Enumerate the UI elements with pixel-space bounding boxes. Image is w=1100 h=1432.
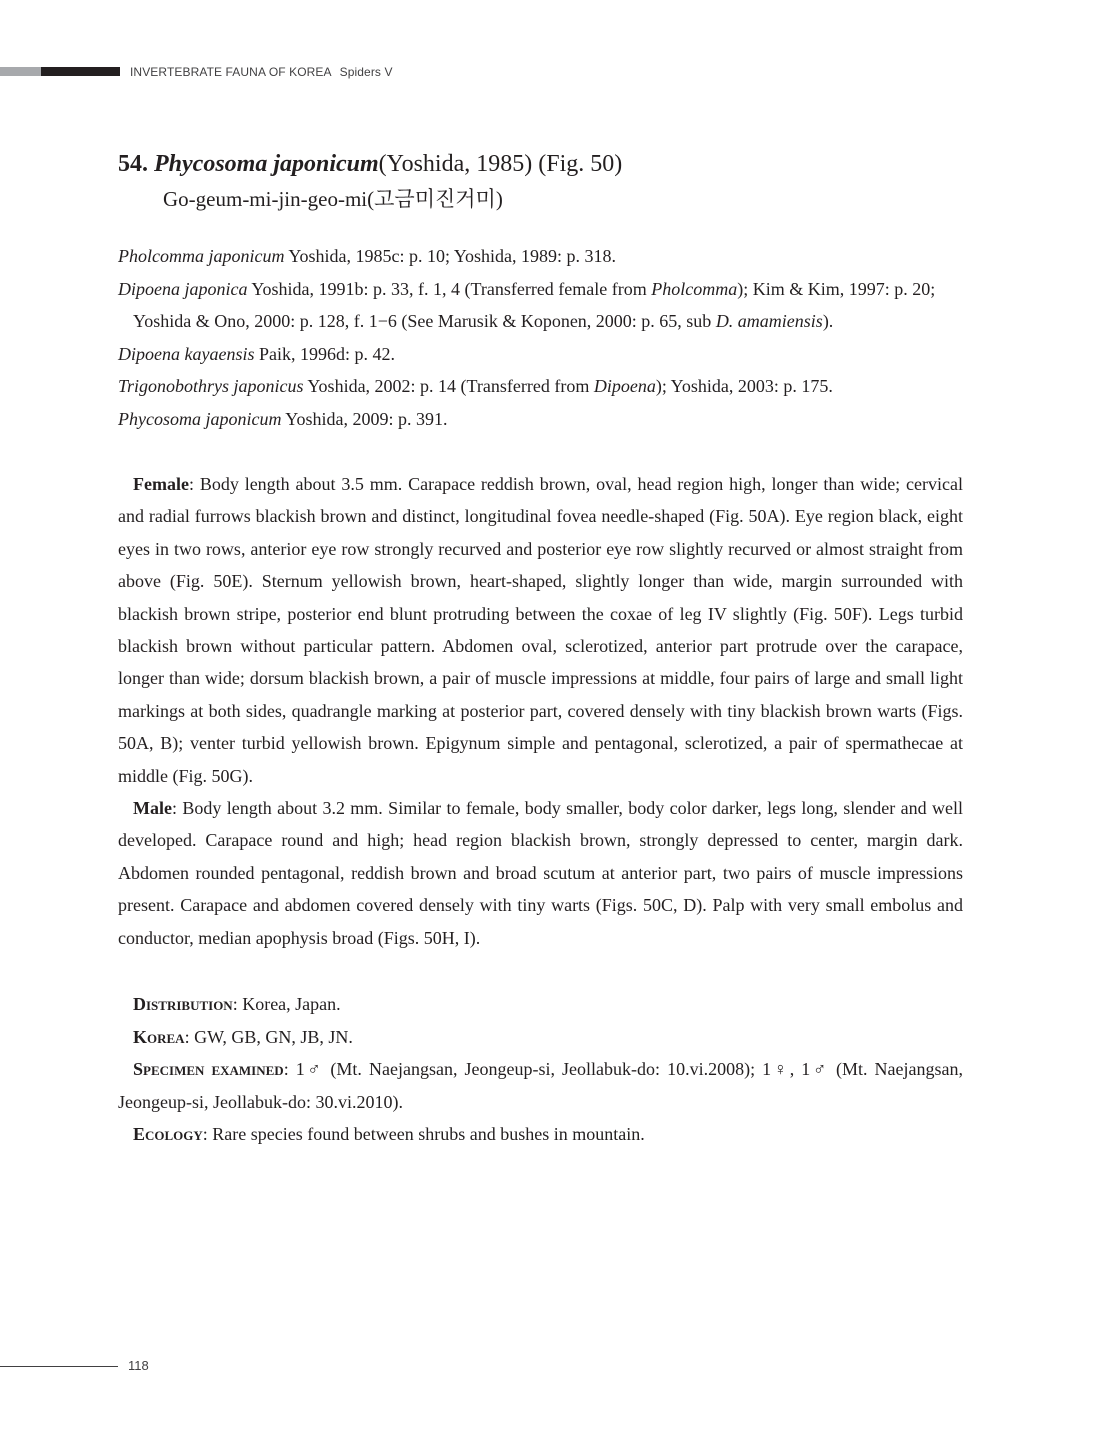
ecology-text: : Rare species found between shrubs and bushes in mountain.	[202, 1124, 645, 1144]
synonym-entry	[118, 338, 963, 371]
synonym-genus: Pholcomma	[651, 278, 738, 299]
synonym-citation: Paik, 1996d: p. 42.	[254, 343, 395, 364]
korea-provinces	[118, 1021, 963, 1054]
korea-label: Korea	[133, 1026, 185, 1047]
common-name: Go-geum-mi-jin-geo-mi	[163, 187, 368, 211]
synonym-entry	[118, 370, 963, 403]
synonymy-list	[118, 240, 963, 435]
synonym-citation: ); Yoshida, 2003: p. 175.	[655, 376, 833, 396]
synonym-citation: Yoshida, 1991b: p. 33, f. 1, 4 (Transferred female from	[247, 278, 652, 299]
korean-name: (고금미진거미)	[367, 187, 503, 211]
synonym-genus: Dipoena	[593, 376, 656, 396]
synonym-entry	[118, 273, 963, 338]
synonym-name: Dipoena japonica	[118, 278, 248, 299]
female-text: : Body length about 3.5 mm. Carapace reddish brown, oval, head region high, longer than wide; cervical and radial furrows blackish brown and distinct, longitudinal fovea needle-shaped (Fig. 50A). Eye region black, eight eyes in two rows, anterior eye row strongly recurved and posterior eye row slightly recurved or almost straight from above (Fig. 50E). Sternum yellowish brown, heart-shaped, slightly longer than wide, margin surrounded with blackish brown stripe, posterior end blunt protruding between the coxae of leg IV slightly (Fig. 50F). Legs turbid blackish brown without particular pattern. Abdomen oval, sclerotized, anterior part protrude over the carapace, longer than wide; dorsum blackish brown, a pair of muscle impressions at middle, four pairs of large and small light markings at both sides, quadrangle marking at posterior part, covered densely with tiny blackish brown warts (Figs. 50A, B); venter turbid yellowish brown. Epigynum simple and pentagonal, sclerotized, a pair of spermathecae at middle (Fig. 50G).	[118, 474, 963, 786]
synonym-citation: ).	[822, 311, 834, 331]
species-heading	[118, 151, 622, 178]
distribution-label: Distribution	[133, 994, 233, 1014]
common-name-line	[163, 183, 503, 213]
scientific-name: Phycosoma japonicum	[154, 151, 379, 177]
korea-text: : GW, GB, GN, JB, JN.	[184, 1026, 353, 1047]
header-bar-grey	[0, 67, 41, 76]
synonym-name: Pholcomma japonicum	[118, 246, 285, 266]
synonym-citation: Yoshida, 2009: p. 391.	[281, 408, 448, 429]
distribution	[118, 988, 963, 1021]
authority: (Yoshida, 1985)	[378, 151, 533, 177]
specimen-text: : 1♂ (Mt. Naejangsan, Jeongeup-si, Jeollabuk-do: 10.vi.2008); 1♀, 1♂ (Mt. Naejangsan, Jeongeup-si, Jeollabuk-do: 30.vi.2010).	[118, 1059, 963, 1112]
ecology-label: Ecology	[133, 1124, 203, 1144]
synonym-name: D. amamiensis	[715, 311, 823, 331]
description	[118, 468, 963, 954]
distribution-text: : Korea, Japan.	[232, 994, 341, 1014]
header-bar-black	[41, 67, 120, 76]
volume-title: Spiders V	[339, 65, 393, 79]
running-header	[130, 65, 393, 79]
synonym-citation: Yoshida, 2002: p. 14 (Transferred from	[303, 376, 594, 396]
species-number: 54.	[118, 151, 148, 177]
synonym-name: Phycosoma japonicum	[118, 408, 282, 429]
male-description	[118, 792, 963, 954]
female-label: Female	[133, 474, 189, 494]
records-section	[118, 988, 963, 1151]
figure-reference: (Fig. 50)	[538, 151, 623, 177]
female-description	[118, 468, 963, 792]
specimen-label: Specimen examined	[133, 1059, 284, 1079]
ecology	[118, 1118, 963, 1151]
synonym-name: Trigonobothrys japonicus	[118, 376, 304, 396]
page-number: 118	[128, 1358, 149, 1373]
specimens-examined	[118, 1053, 963, 1118]
synonym-citation: ); Kim & Kim, 1997: p. 20; Yoshida & Ono, 2000: p. 128, f. 1−6 (See Marusik & Koponen, 2000: p. 65, sub	[133, 278, 936, 331]
footer-rule	[0, 1366, 118, 1367]
synonym-citation: Yoshida, 1985c: p. 10; Yoshida, 1989: p. 318.	[284, 246, 617, 266]
male-label: Male	[133, 798, 172, 819]
male-text: : Body length about 3.2 mm. Similar to female, body smaller, body color darker, legs long, slender and well developed. Carapace round and high; head region blackish brown, strongly depressed to center, margin dark. Abdomen rounded pentagonal, reddish brown and broad scutum at anterior part, two pairs of muscle impressions present. Carapace and abdomen covered densely with tiny warts (Figs. 50C, D). Palp with very small embolus and conductor, median apophysis broad (Figs. 50H, I).	[118, 798, 963, 948]
synonym-name: Dipoena kayaensis	[118, 343, 255, 364]
series-title: INVERTEBRATE FAUNA OF KOREA	[130, 65, 332, 79]
synonym-entry	[118, 240, 963, 273]
synonym-entry	[118, 403, 963, 436]
